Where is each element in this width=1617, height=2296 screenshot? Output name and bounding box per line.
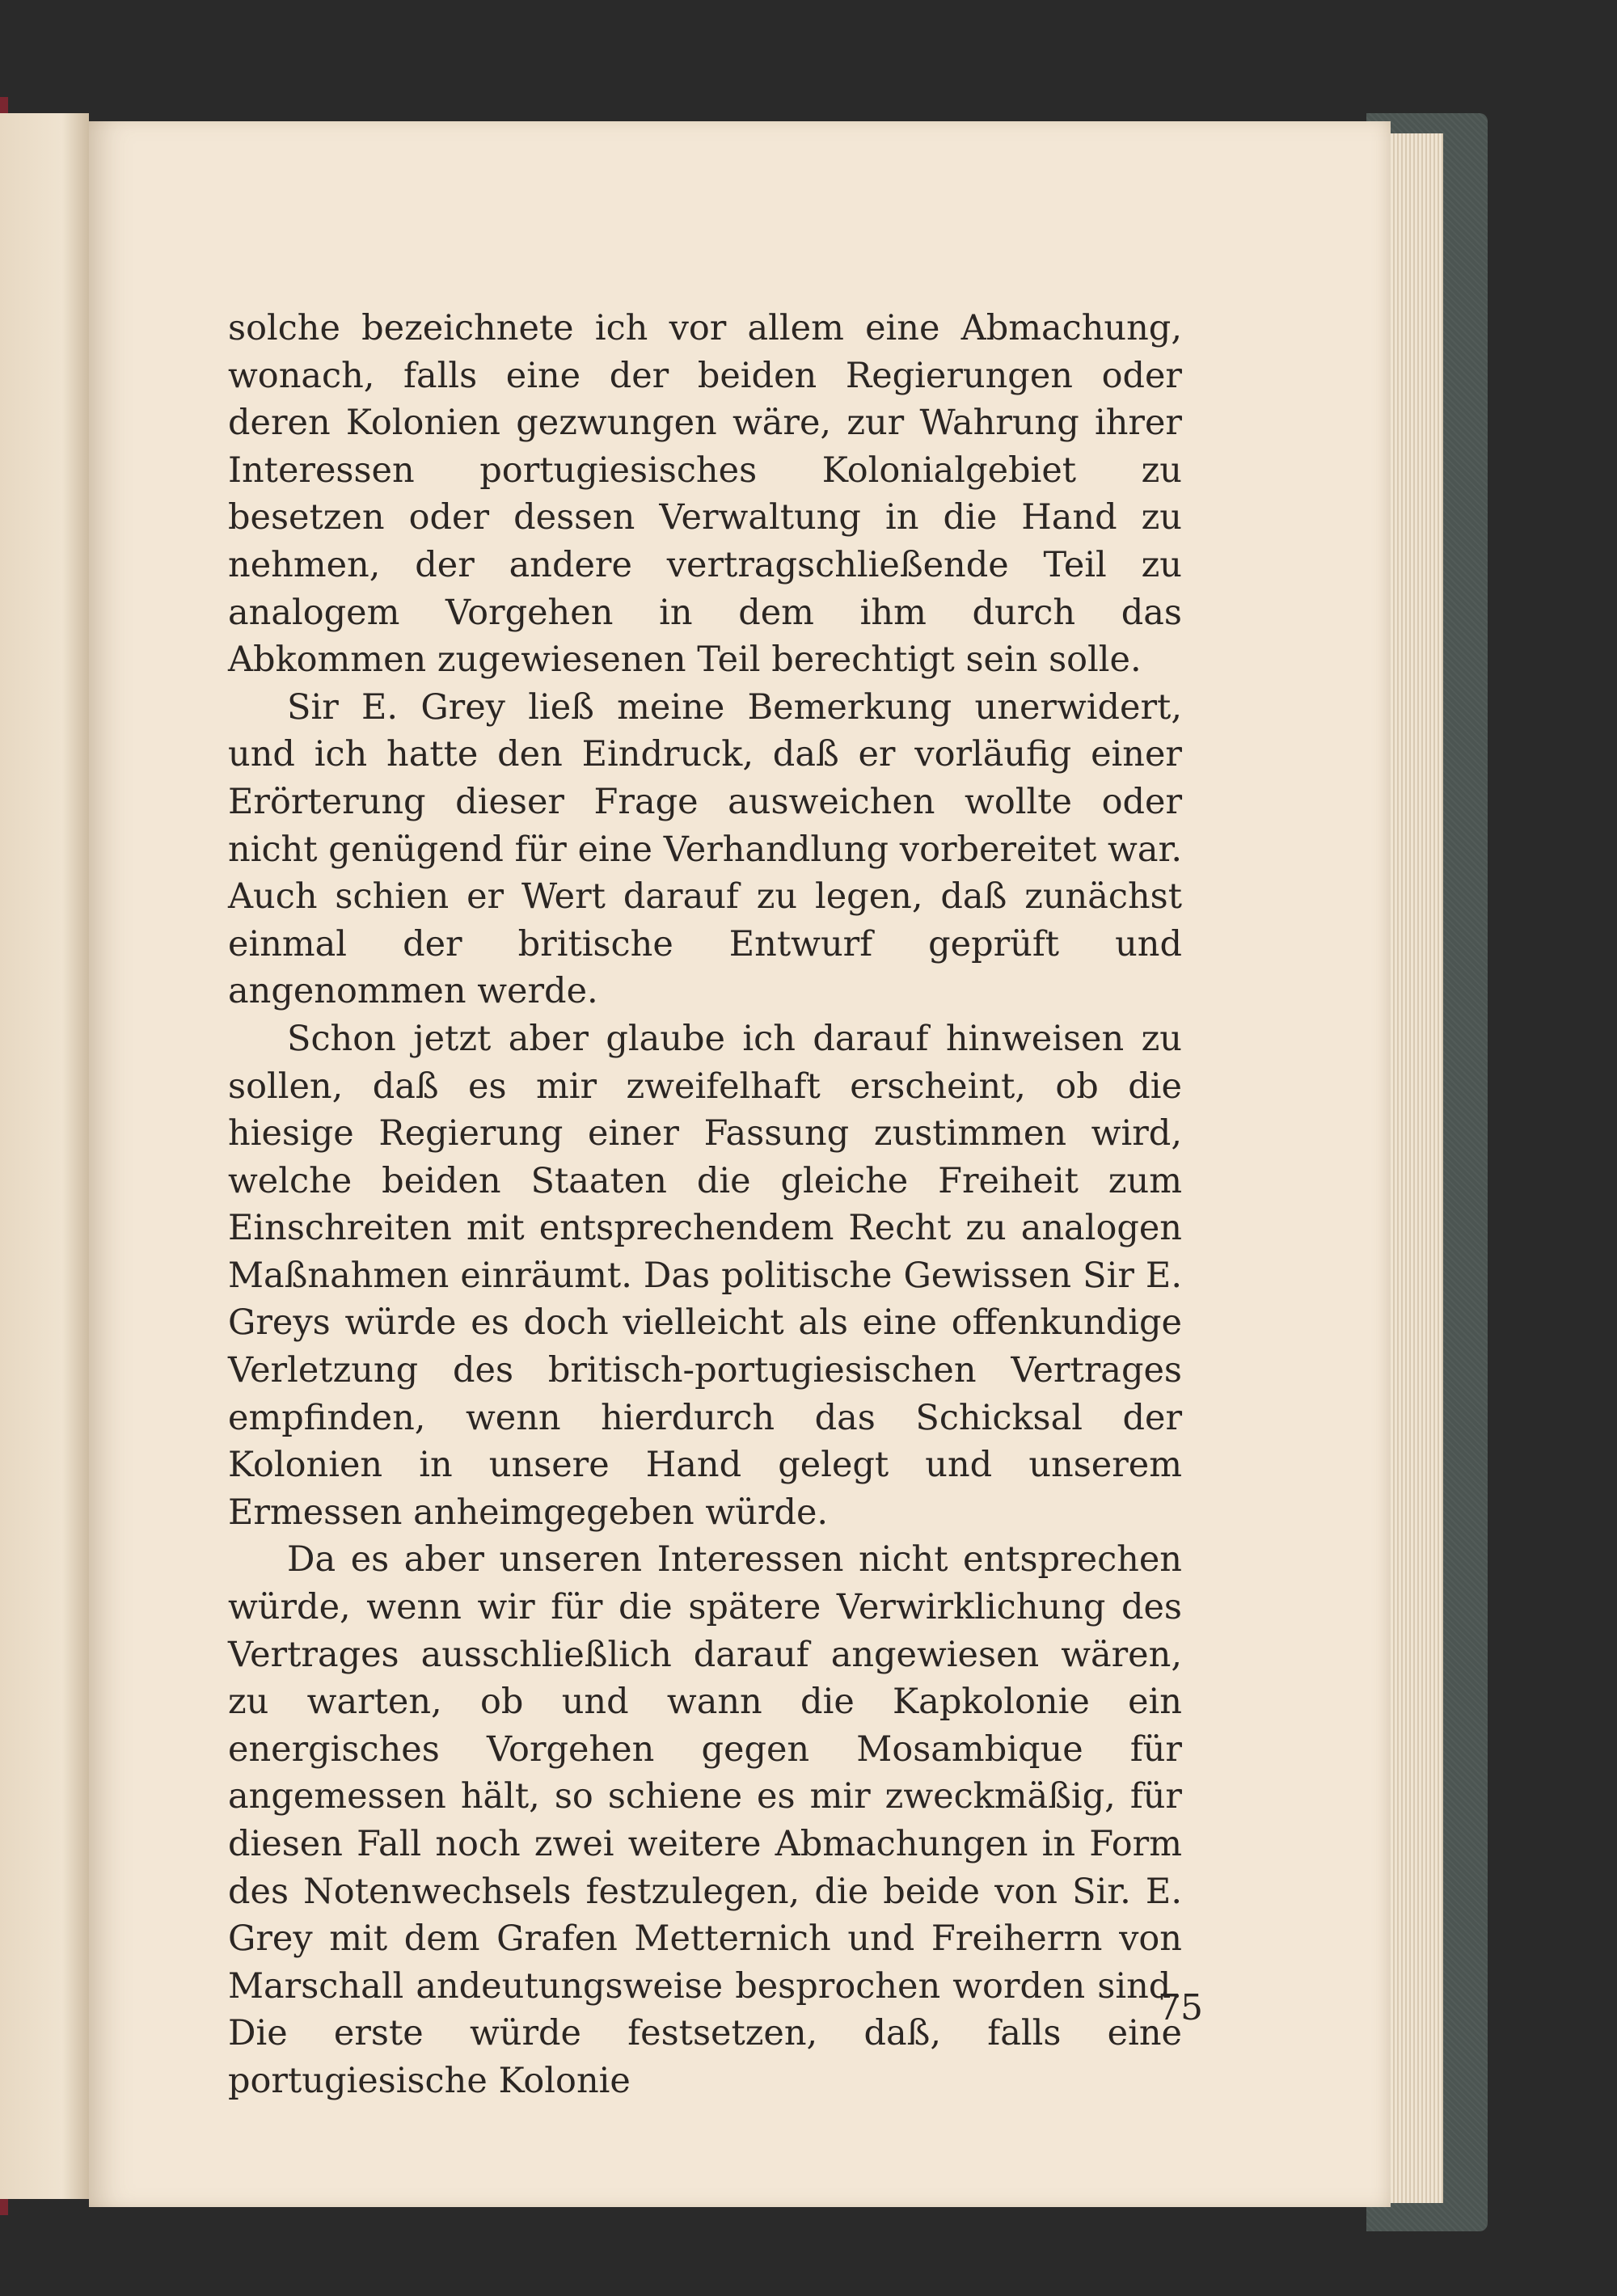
page-stack-edge: [1387, 133, 1443, 2203]
paragraph-1: solche bezeichnete ich vor allem eine Abmachung, wonach, falls eine der beiden Regierungen oder deren Kolonien gezwungen wäre, zur Wahrung ihrer Interessen portugiesisches Kolonialgebiet zu besetzen oder dessen Verwaltung in die Hand zu nehmen, der andere vertragschließende Teil zu analogem Vorgehen in dem ihm durch das Abkommen zugewiesenen Teil berechtigt sein solle.: [228, 308, 1182, 681]
left-page: [0, 113, 89, 2199]
body-text: [228, 305, 1182, 2105]
paragraph-3: Schon jetzt aber glaube ich darauf hinweisen zu sollen, daß es mir zweifelhaft erscheint, ob die hiesige Regierung einer Fassung zustimmen wird, welche beiden Staaten die gleiche Freiheit zum Einschreiten mit entsprechendem Recht zu analogen Maßnahmen einräumt. Das politische Gewissen Sir E. Greys würde es doch vielleicht als eine offenkundige Verletzung des britisch-portugiesischen Vertrages empfinden, wenn hierdurch das Schicksal der Kolonien in unsere Hand gelegt und unserem Ermessen anheimgegeben würde.: [228, 1018, 1182, 1533]
paragraph-2: Sir E. Grey ließ meine Bemerkung unerwidert, und ich hatte den Eindruck, daß er vorläufig einer Erörterung dieser Frage ausweichen wollte oder nicht genügend für eine Verhandlung vorbereitet war. Auch schien er Wert darauf zu legen, daß zunächst einmal der britische Entwurf geprüft und angenommen werde.: [228, 686, 1182, 1012]
page-number: 75: [1158, 1987, 1203, 2028]
book-page: [89, 121, 1391, 2207]
paragraph-4: Da es aber unseren Interessen nicht entsprechen würde, wenn wir für die spätere Verwirklichung des Vertrages ausschließlich darauf angewiesen wären, zu warten, ob und wann die Kapkolonie ein energisches Vorgehen gegen Mosambique für angemessen hält, so schiene es mir zweckmäßig, für diesen Fall noch zwei weitere Abmachungen in Form des Notenwechsels festzulegen, die beide von Sir. E. Grey mit dem Grafen Metternich und Freiherrn von Marschall andeutungsweise besprochen worden sind. Die erste würde festsetzen, daß, falls eine portugiesische Kolonie: [228, 1539, 1182, 2101]
